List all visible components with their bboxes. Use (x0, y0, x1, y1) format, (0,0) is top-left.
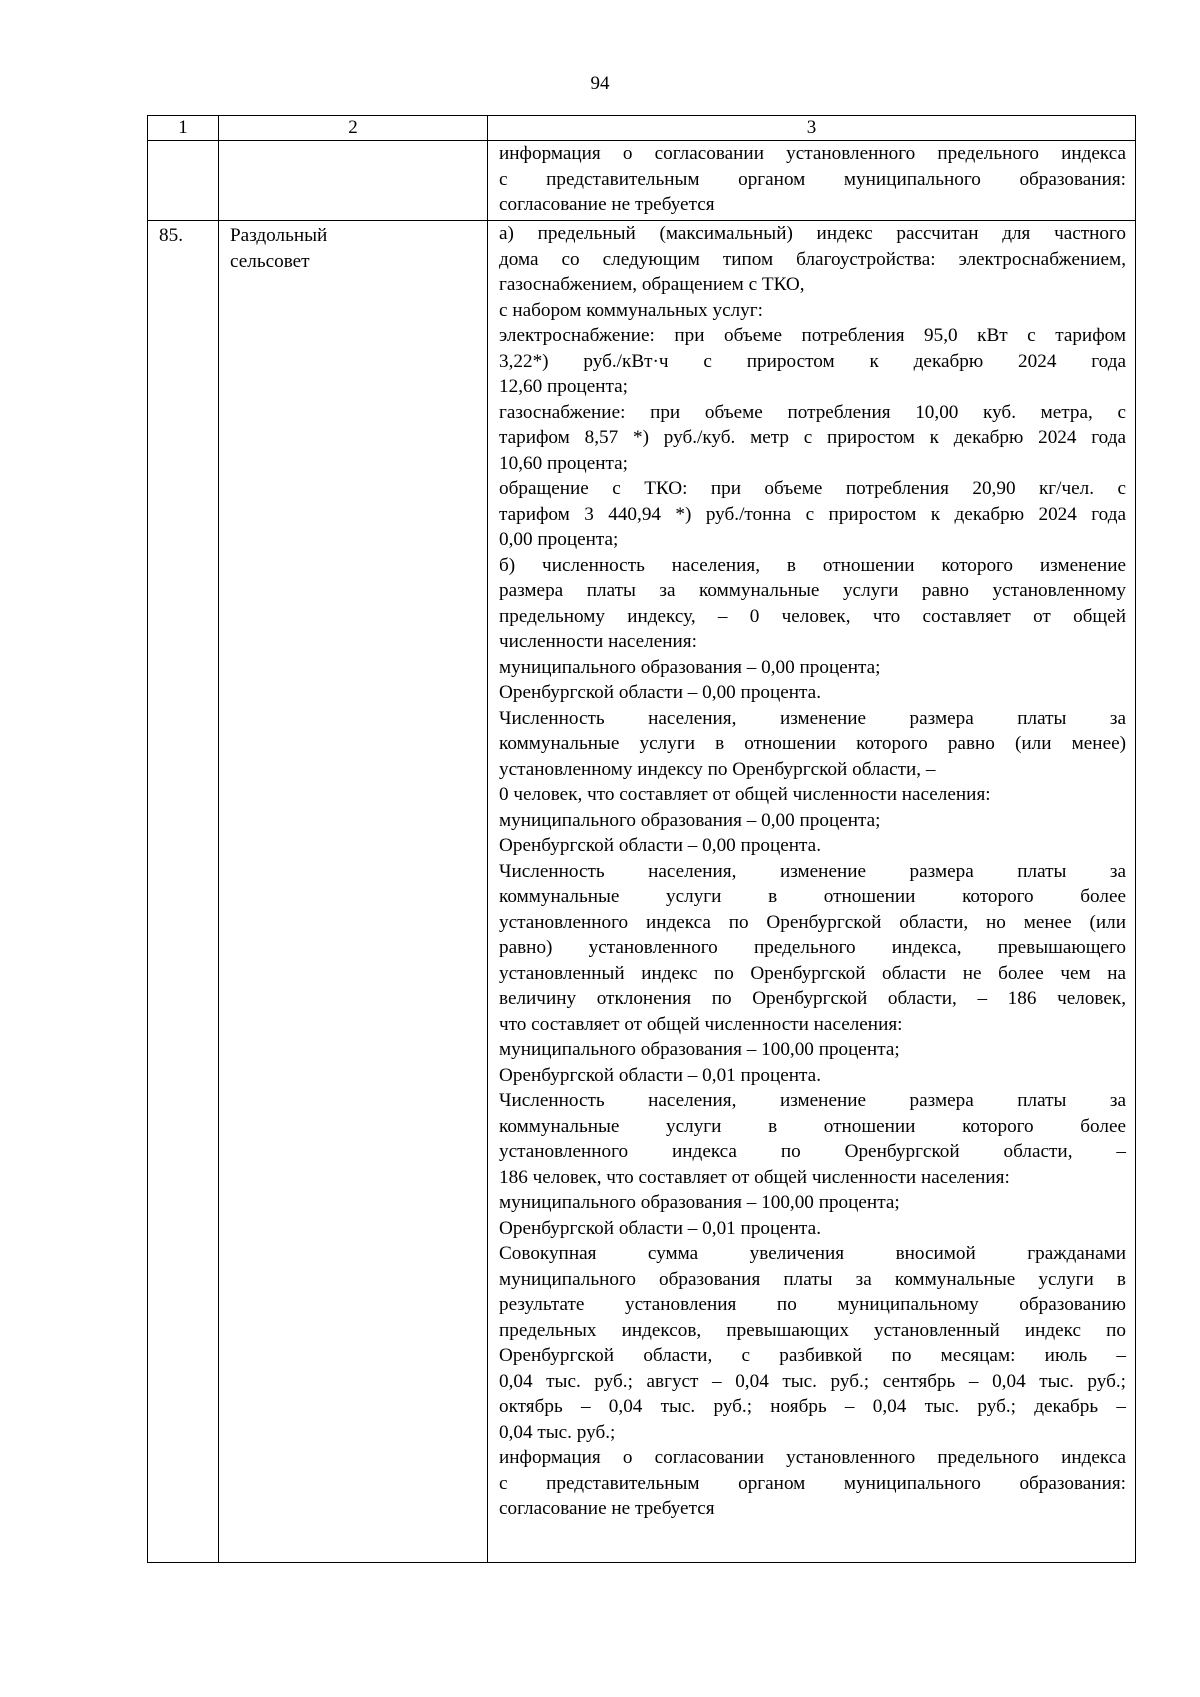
municipality-name-line: Раздольный (230, 225, 328, 246)
data-table (147, 115, 1136, 1563)
index-description-cell (488, 221, 1136, 1563)
description-lines (499, 221, 1126, 1522)
text-line: тарифом 8,57 *) руб./куб. метр с приростом к декабрю 2024 года (499, 427, 1126, 448)
page-number: 94 (590, 73, 610, 94)
text-line: 186 человек, что составляет от общей численности населения: (499, 1166, 1010, 1188)
text-line: согласование не требуется (499, 1498, 715, 1519)
text-line: муниципального образования – 0,00 процента; (499, 809, 881, 831)
text-line: что составляет от общей численности населения: (499, 1013, 903, 1035)
text-line: информация о согласовании установленного предельного индекса (499, 1447, 1126, 1468)
text-line: информация о согласовании установленного предельного индекса (499, 143, 1126, 164)
text-line: 12,60 процента; (499, 376, 628, 397)
text-line: результате установления по муниципальному образованию (499, 1294, 1126, 1315)
text-line: 10,60 процента; (499, 452, 628, 474)
text-line: установленного индекса по Оренбургской области, – (499, 1141, 1126, 1162)
text-line: с представительным органом муниципального образования: (499, 1472, 1126, 1494)
number-cell-empty (148, 141, 219, 221)
text-line: Оренбургской области – 0,01 процента. (499, 1064, 821, 1086)
text-line: электроснабжение: при объеме потребления 95,0 кВт с тарифом (499, 325, 1126, 346)
text-line: дома со следующим типом благоустройства: электроснабжением, (499, 248, 1126, 270)
text-line: Оренбургской области – 0,01 процента. (499, 1217, 821, 1239)
text-line: газоснабжением, обращением с ТКО, (499, 274, 805, 295)
row-number: 85. (148, 221, 219, 1563)
text-line: 3,22*) руб./кВт·ч с приростом к декабрю 2024 года (499, 350, 1126, 372)
text-line: установленному индексу по Оренбургской области, – (499, 758, 936, 780)
text-line: Численность населения, изменение размера платы за (499, 1090, 1126, 1111)
municipality-name-line: сельсовет (230, 250, 310, 272)
text-line: с представительным органом муниципального образования: (499, 168, 1126, 190)
column-header-2: 2 (219, 116, 488, 141)
text-line: октябрь – 0,04 тыс. руб.; ноябрь – 0,04 тыс. руб.; декабрь – (499, 1396, 1126, 1417)
text-line: величину отклонения по Оренбургской области, – 186 человек, (499, 988, 1126, 1009)
text-line: обращение с ТКО: при объеме потребления 20,90 кг/чел. с (499, 478, 1126, 499)
text-line: муниципального образования – 100,00 процента; (499, 1039, 900, 1060)
text-line: Численность населения, изменение размера платы за (499, 707, 1126, 729)
continuation-lines (499, 141, 1126, 218)
text-line: 0,04 тыс. руб.; (499, 1421, 616, 1443)
name-cell-empty (219, 141, 488, 221)
text-line: установленного индекса по Оренбургской области, но менее (или (499, 911, 1126, 933)
text-line: размера платы за коммунальные услуги равно установленному (499, 580, 1126, 601)
text-line: установленный индекс по Оренбургской области не более чем на (499, 962, 1126, 984)
text-line: предельных индексов, превышающих установленный индекс по (499, 1319, 1126, 1341)
text-line: численности населения: (499, 631, 697, 652)
text-line: муниципального образования – 0,00 процента; (499, 656, 881, 678)
text-line: согласование не требуется (499, 194, 715, 215)
text-line: Оренбургской области – 0,00 процента. (499, 835, 821, 856)
text-line: коммунальные услуги в отношении которого равно (или менее) (499, 733, 1126, 754)
text-line: коммунальные услуги в отношении которого более (499, 1115, 1126, 1137)
text-line: а) предельный (максимальный) индекс рассчитан для частного (499, 223, 1126, 244)
text-line: тарифом 3 440,94 *) руб./тонна с приростом к декабрю 2024 года (499, 503, 1126, 525)
text-line: Совокупная сумма увеличения вносимой гражданами (499, 1243, 1126, 1264)
column-header-3: 3 (488, 116, 1136, 141)
text-line: газоснабжение: при объеме потребления 10,00 куб. метра, с (499, 401, 1126, 423)
table-row (148, 221, 1136, 1563)
text-line: предельному индексу, – 0 человек, что составляет от общей (499, 605, 1126, 627)
municipality-name (219, 221, 488, 1563)
continuation-text-cell (488, 141, 1136, 221)
text-line: Оренбургской области – 0,00 процента. (499, 682, 821, 703)
text-line: 0,00 процента; (499, 529, 619, 550)
column-header-1: 1 (148, 116, 219, 141)
text-line: коммунальные услуги в отношении которого более (499, 886, 1126, 907)
text-line: равно) установленного предельного индекса, превышающего (499, 937, 1126, 958)
text-line: 0 человек, что составляет от общей численности населения: (499, 784, 991, 805)
text-line: с набором коммунальных услуг: (499, 299, 763, 321)
text-line: муниципального образования платы за коммунальные услуги в (499, 1268, 1126, 1290)
table-header-row (148, 116, 1136, 141)
text-line: 0,04 тыс. руб.; август – 0,04 тыс. руб.; сентябрь – 0,04 тыс. руб.; (499, 1370, 1126, 1392)
text-line: муниципального образования – 100,00 процента; (499, 1192, 900, 1213)
table-row-continuation (148, 141, 1136, 221)
text-line: Оренбургской области, с разбивкой по месяцам: июль – (499, 1345, 1126, 1366)
text-line: Численность населения, изменение размера платы за (499, 860, 1126, 882)
text-line: б) численность населения, в отношении которого изменение (499, 554, 1126, 576)
